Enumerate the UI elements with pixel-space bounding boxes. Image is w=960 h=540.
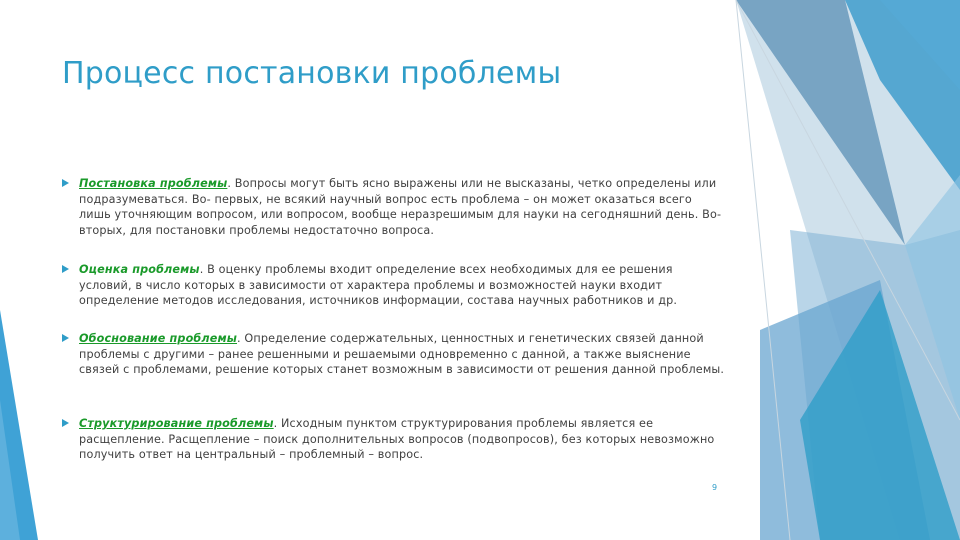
bullet-body: . В оценку проблемы входит определение всех необходимых для ее решения условий, в число которых в зависимости от характера проблемы и возможностей науки входит определение методов исследования, источников информации, состава научных работников и др. (79, 263, 678, 307)
term-structuring: Структурирование проблемы (79, 417, 274, 430)
bullet-arrow-icon (62, 179, 69, 187)
bullet-arrow-icon (62, 334, 69, 342)
bullet-text (79, 262, 727, 309)
bullet-body: . Вопросы могут быть ясно выражены или не высказаны, четко определены или подразумеваться. Во- первых, не всякий научный вопрос есть проблема – он может оказаться всего лишь уточняющим вопросом, или вопросом, вообще неразрешимым для науки на сегодняшний день. Во-вторых, для постановки проблемы недостаточно вопроса. (79, 177, 722, 237)
bullet-arrow-icon (62, 419, 69, 427)
bullet-body: . Исходным пунктом структурирования проблемы является ее расщепление. Расщепление – поиск дополнительных вопросов (подвопросов), без которых невозможно получить ответ на центральный – проблемный – вопрос. (79, 417, 715, 461)
slide-title: Процесс постановки проблемы (62, 56, 562, 91)
bullet-text (79, 416, 727, 463)
term-justification: Обоснование проблемы (79, 332, 238, 345)
page-number: 9 (712, 483, 718, 492)
term-evaluation: Оценка проблемы (79, 263, 200, 276)
term-formulation: Постановка проблемы (79, 177, 228, 190)
bullet-text (79, 176, 727, 238)
bullet-text (79, 331, 727, 378)
bullet-body: . Определение содержательных, ценностных и генетических связей данной проблемы с другими – ранее решенными и решаемыми одновременно с данной, а также выяснение связей с проблемами, решение которых станет возможным в зависимости от решения данной проблемы. (79, 332, 725, 376)
bullet-arrow-icon (62, 265, 69, 273)
